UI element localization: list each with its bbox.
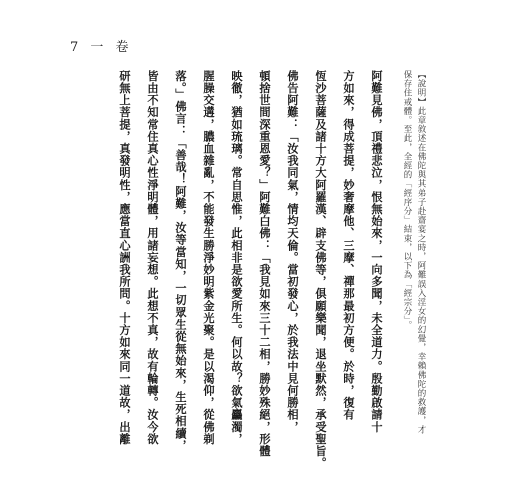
text-column-2: 方如來，得成菩提，妙奢摩他、三摩、禪那最初方便。於時，復有 <box>342 70 356 421</box>
text-column-1: 阿難見佛，頂禮悲泣，恨無始來，一向多聞，未全道力。殷勤啟請十 <box>370 70 384 433</box>
page-number: 7 <box>70 40 83 55</box>
intro-note-column-1: 【說明】此章敘述在佛陀與其弟子赴齋宴之時，阿難誤入淫女的幻覺，幸賴佛陀的救護，才 <box>416 70 426 434</box>
text-column-10: 研無上菩提，真發明性，應當直心詶我所問。十方如來同一道故，出離 <box>118 70 132 446</box>
text-column-8: 落。」佛言：「善哉！阿難，汝等當知，一切眾生從無始來，生死相續， <box>174 70 188 452</box>
vertical-text-body <box>96 70 428 470</box>
page-header <box>70 36 133 55</box>
text-column-3: 恆沙菩薩及諸十方大阿羅漢、辟支佛等，俱願樂聞，退坐默然，承受聖旨。 <box>314 70 328 470</box>
text-column-4: 佛告阿難：「汝我同氣，情均天倫。當初發心，於我法中見何勝相， <box>286 70 300 433</box>
text-column-7: 腥臊交遘，膿血雜亂，不能發生勝淨妙明紫金光聚。是以渴仰，從佛剃 <box>202 70 216 446</box>
text-column-5: 頓捨世間深重恩愛？」阿難白佛：「我見如來三十二相，勝妙殊絕，形體 <box>258 70 272 458</box>
chapter-label: 一 卷 <box>90 40 133 55</box>
text-column-9: 皆由不知常住真心性淨明體，用諸妄想。此想不真，故有輪轉。汝今欲 <box>146 70 160 446</box>
text-column-6: 映徹，猶如琉璃。常自思惟，此相非是欲愛所生。何以故？欲氣麤濁， <box>230 70 244 446</box>
intro-note-column-2: 保存住戒體。至此，全經的「經序分」結束，以下為「經宗分」。 <box>402 70 412 330</box>
